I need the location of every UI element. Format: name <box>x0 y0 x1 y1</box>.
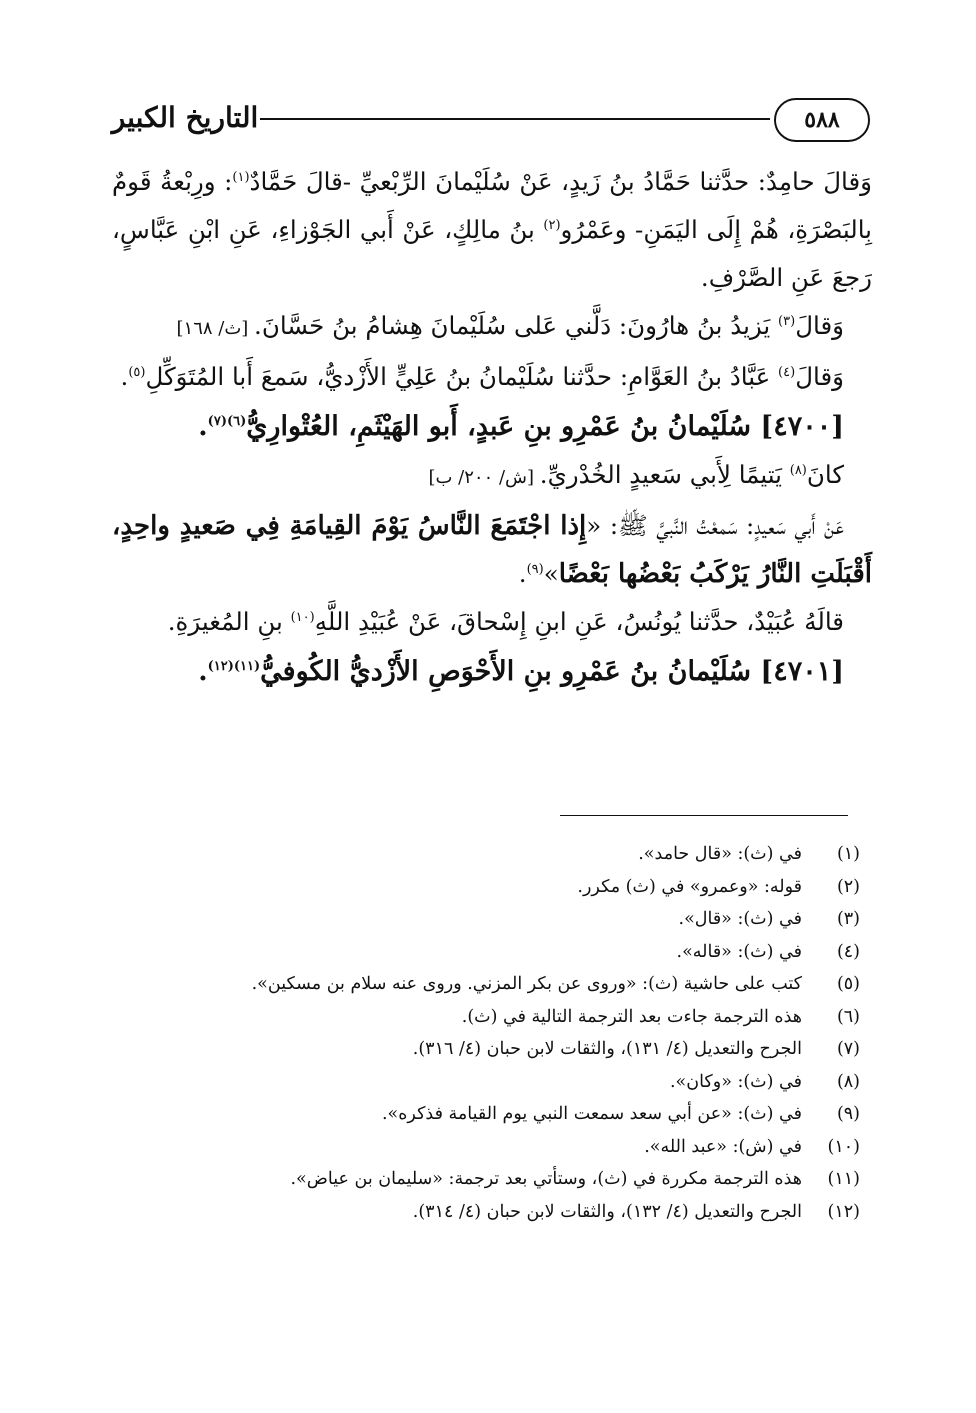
footnote-text: في (ث): «قال حامد». <box>638 844 802 864</box>
footnote-number: (١٢) <box>827 1201 860 1222</box>
footnote-text: قوله: «وعمرو» في (ث) مكرر. <box>577 876 802 897</box>
footnote-item <box>112 1066 860 1099</box>
paragraph-3: وَقالَ$^{(٤)}$ عَبَّادُ بنُ العَوَّامِ: حدَّثنا سُلَيْمانُ بنُ عَلِيٍّ الأَزْديُّ، سَمعَ أَبا المُتَوَكِّلِ$^{(٥)}$. <box>120 362 844 391</box>
manuscript-ref: [ش/ ٢٠٠/ ب] <box>428 467 540 488</box>
footnote-text: الجرح والتعديل (٤/ ١٣٢)، والثقات لابن حبان (٤/ ٣١٤). <box>412 1201 802 1222</box>
page-number-badge <box>774 98 870 142</box>
main-text <box>112 158 872 696</box>
footnote-number: (٥) <box>836 974 860 994</box>
footnote-text: في (ث): «قاله». <box>676 941 802 962</box>
footnote-ref: (٤) <box>778 364 796 380</box>
paragraph-2: وَقالَ$^{(٣)}$ يَزيدُ بنُ هارُونَ: دَلَّني عَلى سُلَيْمانَ هِشامُ بنُ حَسَّانَ. [ث/ ١٦٨] <box>176 311 844 340</box>
footnote-number: (٩) <box>836 1104 860 1124</box>
hadith-text: إِذا اجْتَمَعَ النَّاسُ يَوْمَ القِيامَةِ فِي صَعيدٍ واحِدٍ، أَقْبَلَتِ النَّارُ يَرْكَبُ بَعْضُها بَعْضًا <box>112 511 872 589</box>
entry-name: سُلَيْمانُ بنُ عَمْرِو بنِ الأَحْوَصِ الأَزْديُّ الكُوفيُّ <box>260 656 761 687</box>
footnote-ref: (٩) <box>526 561 544 577</box>
footnote-number: (٤) <box>836 941 860 962</box>
footnote-text: الجرح والتعديل (٤/ ١٣١)، والثقات لابن حبان (٤/ ٣١٦). <box>412 1039 802 1059</box>
footnote-item <box>112 1131 860 1164</box>
footnote-text: هذه الترجمة جاءت بعد الترجمة التالية في (ث). <box>461 1006 802 1027</box>
entry-4701: [٤٧٠١] سُلَيْمانُ بنُ عَمْرِو بنِ الأَحْوَصِ الأَزْديُّ الكُوفيُّ$^{(١١)(١٢)}$. <box>198 656 844 687</box>
footnote-item <box>112 1033 860 1066</box>
footnote-number: (١٠) <box>827 1136 860 1157</box>
entry-number: [٤٧٠٠] <box>760 411 844 442</box>
footnote-item <box>112 838 860 871</box>
paragraph-5: عَنْ أَبي سَعيدٍ: سَمعْتُ النَّبيَّ ﷺ: «إِذا اجْتَمَعَ النَّاسُ يَوْمَ القِيامَةِ فِي صَعيدٍ واحِدٍ، أَقْبَلَتِ النَّارُ يَرْكَبُ بَعْضُها بَعْضًا»$^{(٩)}$. <box>112 511 872 589</box>
footnote-item <box>112 1001 860 1034</box>
footnote-text: هذه الترجمة مكررة في (ث)، وستأتي بعد ترجمة: «سليمان بن عياض». <box>290 1169 802 1189</box>
footnote-ref: (١٠) <box>290 609 315 625</box>
footnote-ref: (١) <box>232 169 250 185</box>
footnote-text: في (ث): «قال». <box>678 909 802 929</box>
footnote-number: (٧) <box>836 1039 860 1059</box>
running-title: التاريخ الكبير <box>111 101 259 134</box>
footnote-number: (٢) <box>836 876 860 897</box>
entry-number: [٤٧٠١] <box>760 656 844 687</box>
footnote-separator <box>560 815 848 816</box>
paragraph-6: قالَهُ عُبَيْدٌ، حدَّثنا يُونُسُ، عَنِ ابنِ إِسْحاقَ، عَنْ عُبَيْدِ اللَّهِ$^{(١٠)}$ بنِ المُغيرَةِ. <box>167 607 844 636</box>
footnote-number: (١١) <box>827 1169 860 1189</box>
footnote-number: (٦) <box>836 1006 860 1027</box>
footnote-number: (١) <box>836 844 860 864</box>
footnote-text: في (ث): «وكان». <box>669 1071 802 1092</box>
page-number: ٥٨٨ <box>804 107 840 133</box>
footnote-item <box>112 1196 860 1229</box>
manuscript-ref: [ث/ ١٦٨] <box>176 318 255 339</box>
footnote-ref: (١١)(١٢) <box>207 659 261 674</box>
footnote-number: (٨) <box>836 1071 860 1092</box>
paragraph-1: وَقالَ حامِدٌ: حدَّثنا حَمَّادُ بنُ زَيدٍ، عَنْ سُلَيْمانَ الرِّبْعيِّ -قالَ حَمَّادٌ$^{(١)}$: ورِبْعةُ قَومٌ بِالبَصْرَةِ، هُمْ إِلَى اليَمَنِ- وعَمْرُو$^{(٢)}$ بنُ مالِكٍ، عَنْ أَبي الجَوْزاءِ، عَنِ ابْنِ عَبَّاسٍ، رَجعَ عَنِ الصَّرْفِ. <box>112 167 873 292</box>
footnote-item <box>112 871 860 904</box>
footnote-item <box>112 936 860 969</box>
footnote-ref: (٣) <box>778 313 796 329</box>
footnote-item <box>112 903 860 936</box>
footnotes <box>112 838 860 1228</box>
footnote-ref: (٨) <box>789 462 807 478</box>
footnote-number: (٣) <box>836 909 860 929</box>
footnote-text: كتب على حاشية (ث): «وروى عن بكر المزني. وروى عنه سلام بن مسكين». <box>251 974 802 994</box>
header-rule <box>260 118 770 120</box>
footnote-item <box>112 1098 860 1131</box>
entry-4700: [٤٧٠٠] سُلَيْمانُ بنُ عَمْرِو بنِ عَبدٍ، أَبو الهَيْثَمِ، العُتْوارِيُّ$^{(٦)(٧)}$. <box>198 411 844 442</box>
paragraph-4: كانَ$^{(٨)}$ يَتيمًا لِأَبي سَعيدٍ الخُدْريِّ. [ش/ ٢٠٠/ ب] <box>428 460 844 489</box>
entry-name: سُلَيْمانُ بنُ عَمْرِو بنِ عَبدٍ، أَبو الهَيْثَمِ، العُتْوارِيُّ <box>246 411 761 442</box>
footnote-ref: (٥) <box>128 364 146 380</box>
footnote-item <box>112 1163 860 1196</box>
footnote-text: في (ث): «عن أبي سعد سمعت النبي يوم القيامة فذكره». <box>381 1104 802 1124</box>
footnote-ref: (٦)(٧) <box>207 414 247 429</box>
footnote-item <box>112 968 860 1001</box>
footnote-ref: (٢) <box>543 217 561 233</box>
page-header <box>110 92 870 152</box>
footnote-text: في (ش): «عبد الله». <box>644 1136 802 1157</box>
